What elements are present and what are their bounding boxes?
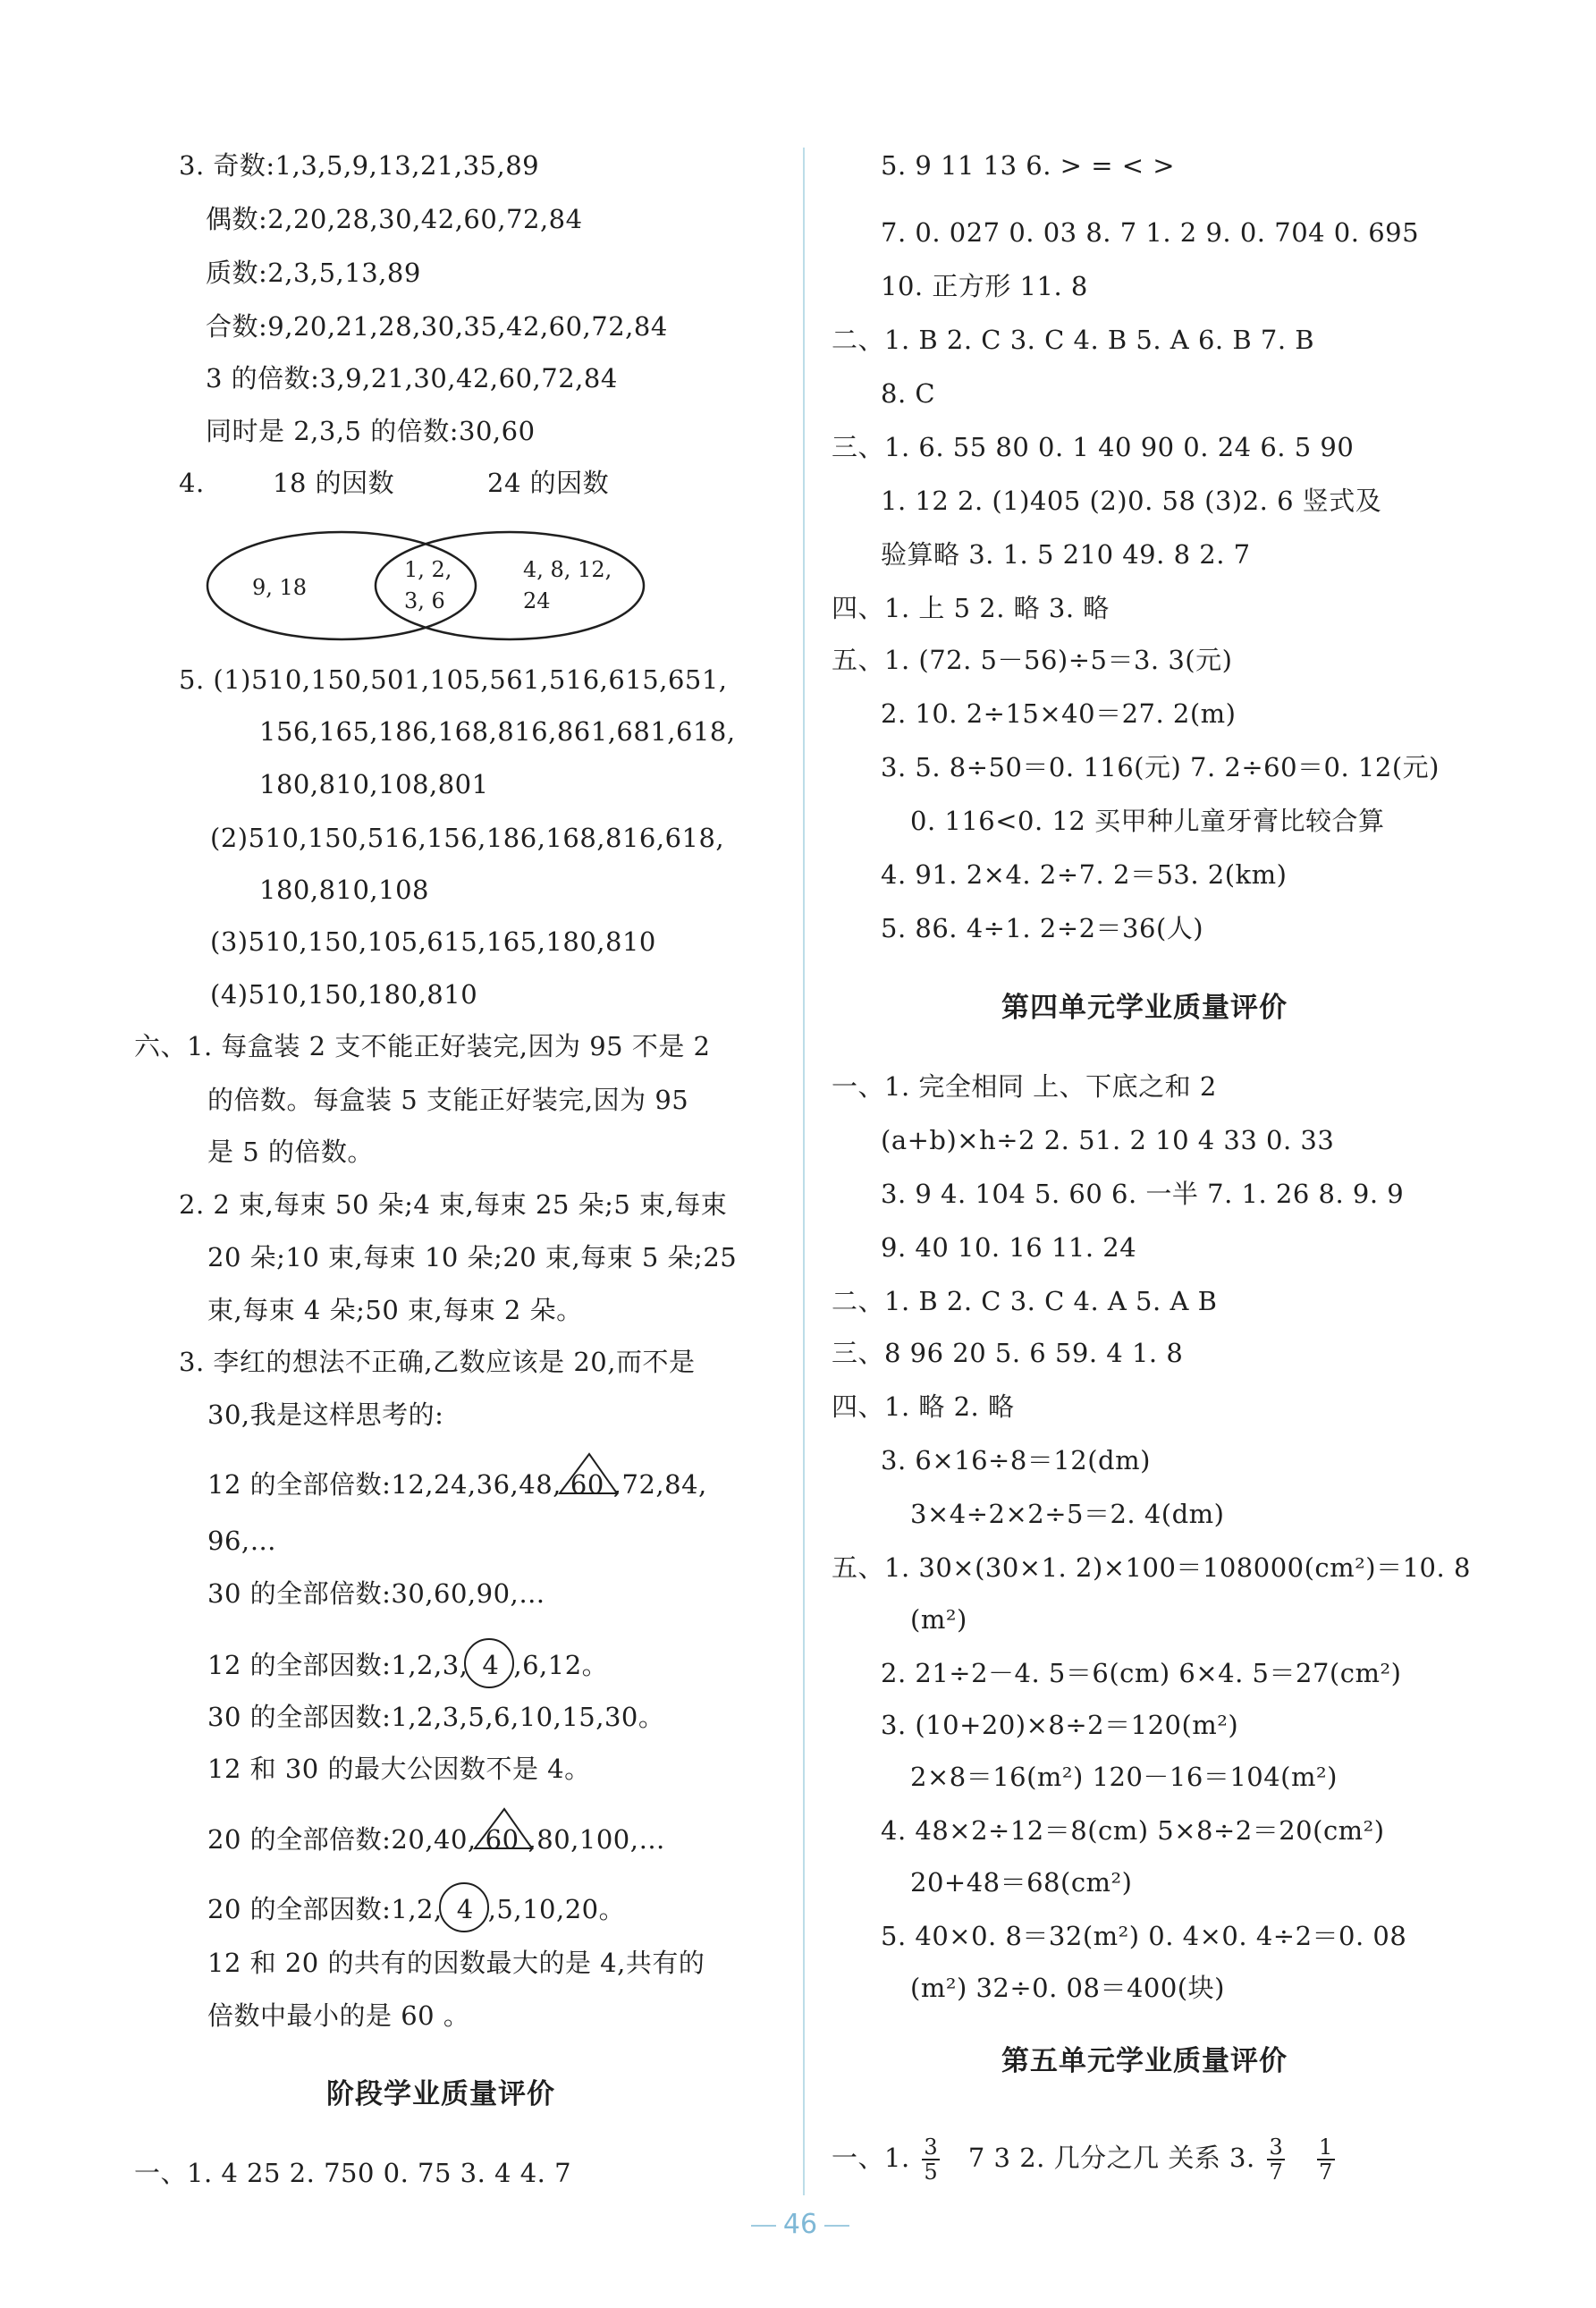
venn-diagram bbox=[206, 520, 653, 646]
answer-line: 0. 116<0. 12 买甲种儿童牙膏比较合算 bbox=[910, 806, 1385, 836]
answer-line: 30 的全部倍数:30,60,90,… bbox=[207, 1578, 545, 1609]
answer-line: (3)510,150,105,615,165,180,810 bbox=[210, 926, 656, 957]
triangle-mark bbox=[477, 1822, 528, 1857]
answer-line: 30 的全部因数:1,2,3,5,6,10,15,30。 bbox=[207, 1702, 665, 1732]
triangle-mark bbox=[562, 1467, 613, 1502]
answer-line: (m²) 32÷0. 08＝400(块) bbox=[910, 1973, 1225, 2003]
fraction-numerator: 3 bbox=[924, 2135, 939, 2160]
answer-line: 3. 奇数:1,3,5,9,13,21,35,89 bbox=[179, 150, 540, 181]
multiples-20-text: 20 的全部倍数:20,40, bbox=[207, 1824, 477, 1855]
answer-line: 2. 21÷2－4. 5＝6(cm) 6×4. 5＝27(cm²) bbox=[881, 1658, 1402, 1688]
question-number: 4. bbox=[179, 468, 205, 498]
fraction-denominator: 5 bbox=[924, 2160, 939, 2185]
answer-line: (4)510,150,180,810 bbox=[210, 979, 478, 1010]
venn-common-2: 3, 6 bbox=[404, 588, 445, 613]
venn-label-right: 24 的因数 bbox=[487, 468, 610, 498]
answer-line: 是 5 的倍数。 bbox=[207, 1137, 374, 1167]
factors-20-rest: ,5,10,20。 bbox=[487, 1894, 626, 1924]
answer-line: 156,165,186,168,816,861,681,618, bbox=[259, 716, 736, 747]
fraction bbox=[1317, 2135, 1335, 2184]
circle-mark-value: 4 bbox=[456, 1894, 474, 1924]
unit-5-title: 第五单元学业质量评价 bbox=[1001, 2045, 1288, 2077]
factors-20-line bbox=[207, 1891, 625, 1927]
multiples-12-rest: ,72,84, bbox=[612, 1469, 707, 1500]
page-number-dash bbox=[751, 2225, 776, 2227]
answer-line: 质数:2,3,5,13,89 bbox=[206, 258, 421, 288]
multiples-20-line bbox=[207, 1822, 665, 1857]
section-title: 阶段学业质量评价 bbox=[326, 2078, 555, 2110]
factors-12-text: 12 的全部因数:1,2,3, bbox=[207, 1650, 469, 1680]
answer-line: (m²) bbox=[910, 1604, 967, 1635]
fraction bbox=[922, 2135, 940, 2184]
answer-line: (a+b)×h÷2 2. 51. 2 10 4 33 0. 33 bbox=[881, 1125, 1335, 1155]
answer-line: 同时是 2,3,5 的倍数:30,60 bbox=[206, 416, 536, 446]
multiples-20-rest: ,80,100,… bbox=[528, 1824, 665, 1855]
answer-line: 180,810,108,801 bbox=[259, 769, 489, 799]
answer-line: 1. 12 2. (1)405 (2)0. 58 (3)2. 6 竖式及 bbox=[881, 486, 1382, 516]
line-prefix: 一、1. bbox=[832, 2143, 910, 2173]
circle-mark bbox=[468, 1647, 513, 1683]
fraction-numerator: 1 bbox=[1318, 2135, 1333, 2160]
answer-line: 偶数:2,20,28,30,42,60,72,84 bbox=[206, 204, 583, 234]
answer-line: 30,我是这样思考的: bbox=[207, 1399, 444, 1430]
triangle-mark-value: 60 bbox=[485, 1824, 519, 1855]
answer-line: 六、1. 每盒装 2 支不能正好装完,因为 95 不是 2 bbox=[134, 1031, 711, 1061]
multiples-12-line bbox=[207, 1467, 707, 1502]
venn-left-only: 9, 18 bbox=[252, 575, 308, 600]
answer-line: 2. 10. 2÷15×40＝27. 2(m) bbox=[881, 698, 1237, 729]
answer-line: 8. C bbox=[881, 378, 936, 409]
answer-line: 4. 91. 2×4. 2÷7. 2＝53. 2(km) bbox=[881, 859, 1288, 890]
page-number bbox=[733, 2209, 867, 2240]
answer-line: 3 的倍数:3,9,21,30,42,60,72,84 bbox=[206, 363, 618, 393]
fraction bbox=[1267, 2135, 1285, 2184]
answer-line: 12 和 20 的共有的因数最大的是 4,共有的 bbox=[207, 1948, 705, 1978]
venn-right-only-1: 4, 8, 12, bbox=[523, 557, 612, 582]
answer-line: 五、1. 30×(30×1. 2)×100＝108000(cm²)＝10. 8 bbox=[832, 1552, 1471, 1583]
answer-line: 10. 正方形 11. 8 bbox=[881, 271, 1088, 301]
answer-line: 2×8＝16(m²) 120－16＝104(m²) bbox=[910, 1762, 1338, 1792]
line-middle: 7 3 2. 几分之几 关系 3. bbox=[967, 2143, 1255, 2173]
column-divider bbox=[803, 148, 805, 2195]
answer-line: 20+48＝68(cm²) bbox=[910, 1867, 1133, 1898]
fraction-answer-line bbox=[832, 2133, 1338, 2184]
page-number-value: 46 bbox=[782, 2209, 818, 2240]
venn-label-left: 18 的因数 bbox=[273, 468, 395, 498]
answer-line: 一、1. 4 25 2. 750 0. 75 3. 4 4. 7 bbox=[134, 2158, 572, 2188]
answer-line: 3. 李红的想法不正确,乙数应该是 20,而不是 bbox=[179, 1347, 696, 1377]
factors-12-rest: ,6,12。 bbox=[513, 1650, 609, 1680]
circle-mark-value: 4 bbox=[482, 1650, 500, 1680]
fraction-denominator: 7 bbox=[1318, 2160, 1333, 2185]
answer-line: 3. 5. 8÷50＝0. 116(元) 7. 2÷60＝0. 12(元) bbox=[881, 752, 1440, 782]
fraction-numerator: 3 bbox=[1269, 2135, 1284, 2160]
answer-line: 三、8 96 20 5. 6 59. 4 1. 8 bbox=[832, 1338, 1184, 1368]
circle-mark bbox=[443, 1891, 488, 1927]
answer-line: 二、1. B 2. C 3. C 4. B 5. A 6. B 7. B bbox=[832, 325, 1315, 355]
answer-line: 5. 40×0. 8＝32(m²) 0. 4×0. 4÷2＝0. 08 bbox=[881, 1921, 1407, 1951]
triangle-mark-value: 60 bbox=[570, 1469, 604, 1500]
answer-line: (2)510,150,516,156,186,168,816,618, bbox=[210, 823, 725, 853]
multiples-12-text: 12 的全部倍数:12,24,36,48, bbox=[207, 1469, 562, 1500]
answer-line: 7. 0. 027 0. 03 8. 7 1. 2 9. 0. 704 0. 695 bbox=[881, 217, 1420, 248]
factors-20-text: 20 的全部因数:1,2, bbox=[207, 1894, 443, 1924]
answer-line: 3. 6×16÷8＝12(dm) bbox=[881, 1445, 1151, 1475]
venn-right-only-2: 24 bbox=[523, 588, 551, 613]
answer-line: 3×4÷2×2÷5＝2. 4(dm) bbox=[910, 1499, 1225, 1529]
answer-line: 5. (1)510,150,501,105,561,516,615,651, bbox=[179, 664, 728, 695]
answer-line: 四、1. 上 5 2. 略 3. 略 bbox=[832, 593, 1110, 623]
answer-line: 9. 40 10. 16 11. 24 bbox=[881, 1232, 1137, 1263]
answer-line: 20 朵;10 束,每束 10 朵;20 束,每束 5 朵;25 bbox=[207, 1242, 738, 1272]
answer-line: 合数:9,20,21,28,30,35,42,60,72,84 bbox=[206, 311, 668, 342]
answer-line: 一、1. 完全相同 上、下底之和 2 bbox=[832, 1071, 1217, 1102]
answer-line: 的倍数。每盒装 5 支能正好装完,因为 95 bbox=[207, 1085, 689, 1115]
answer-line: 2. 2 束,每束 50 朵;4 束,每束 25 朵;5 束,每束 bbox=[179, 1189, 728, 1220]
answer-line: 倍数中最小的是 60 。 bbox=[207, 2000, 470, 2031]
answer-line: 96,… bbox=[207, 1526, 277, 1556]
answer-line: 5. 86. 4÷1. 2÷2＝36(人) bbox=[881, 913, 1204, 943]
answer-line: 验算略 3. 1. 5 210 49. 8 2. 7 bbox=[881, 539, 1251, 570]
answer-line: 12 和 30 的最大公因数不是 4。 bbox=[207, 1754, 591, 1784]
unit-4-title: 第四单元学业质量评价 bbox=[1001, 992, 1288, 1024]
answer-line: 3. (10+20)×8÷2＝120(m²) bbox=[881, 1710, 1239, 1740]
answer-line: 束,每束 4 朵;50 束,每束 2 朵。 bbox=[207, 1295, 583, 1325]
venn-common-1: 1, 2, bbox=[404, 557, 452, 582]
fraction-denominator: 7 bbox=[1269, 2160, 1284, 2185]
answer-line: 3. 9 4. 104 5. 60 6. 一半 7. 1. 26 8. 9. 9 bbox=[881, 1179, 1405, 1209]
factors-12-line bbox=[207, 1647, 608, 1683]
answer-line: 五、1. (72. 5－56)÷5＝3. 3(元) bbox=[832, 645, 1233, 675]
page-number-dash bbox=[824, 2225, 849, 2227]
answer-line: 三、1. 6. 55 80 0. 1 40 90 0. 24 6. 5 90 bbox=[832, 432, 1355, 462]
answer-line: 5. 9 11 13 6. > = < > bbox=[881, 150, 1176, 181]
answer-line: 四、1. 略 2. 略 bbox=[832, 1391, 1015, 1422]
answer-line: 二、1. B 2. C 3. C 4. A 5. A B bbox=[832, 1286, 1218, 1316]
answer-line: 180,810,108 bbox=[259, 875, 429, 905]
answer-line: 4. 48×2÷12＝8(cm) 5×8÷2＝20(cm²) bbox=[881, 1815, 1385, 1846]
